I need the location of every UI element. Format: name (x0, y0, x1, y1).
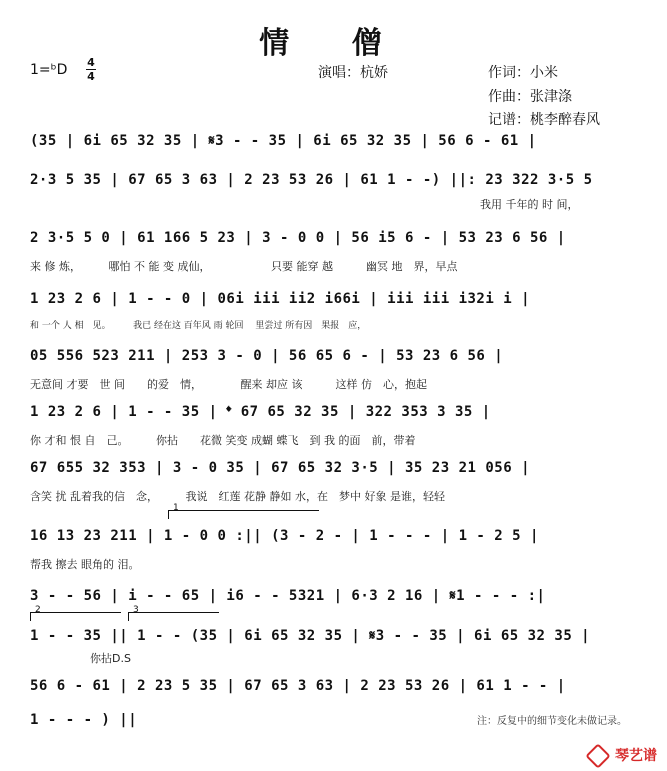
volta-second: 2 (30, 612, 121, 621)
time-signature (86, 57, 96, 82)
singer-credit: 演唱：杭娇 (318, 65, 388, 81)
time-signature-bottom: 4 (87, 70, 95, 83)
key-signature: 1=ᵇD (30, 62, 68, 78)
transcriber-credit: 记谱：桃李醉春风 (488, 112, 600, 128)
volta-first: 1 (168, 510, 319, 519)
score-row-12: 1 - - - ) || (30, 712, 138, 728)
lyrics-row-2: 我用 千年的 时 间， (480, 198, 579, 211)
lyricist-credit: 作词：小米 (488, 65, 558, 81)
volta-third: 3 (128, 612, 219, 621)
score-row-6: 1 23 2 6 | 1 - - 35 | 𝄌 67 65 32 35 | 322 353 3 35 | (30, 404, 491, 420)
score-row-9: 3 - - 56 | i - - 65 | i6 - - 5321 | 6·3 2 16 | 𝄋1 - - - :| (30, 588, 546, 604)
score-row-10: 1 - - 35 || 1 - - (35 | 6i 65 32 35 | 𝄋3 - - 35 | 6i 65 32 35 | (30, 628, 591, 644)
song-title: 情 僧 (259, 26, 408, 61)
lyrics-row-7: 含笑 扰 乱着我的信 念， 我说 红莲 花静 静如 水，在 梦中 好象 是谁，轻轻 (30, 490, 445, 503)
lyrics-row-8: 帮我 擦去 眼角的 泪。 (30, 558, 140, 571)
score-row-11: 56 6 - 61 | 2 23 5 35 | 67 65 3 63 | 2 23 53 26 | 61 1 - - | (30, 678, 566, 694)
score-row-8: 16 13 23 211 | 1 - 0 0 :|| (3 - 2 - | 1 - - - | 1 - 2 5 | (30, 528, 539, 544)
site-logo (589, 745, 657, 765)
score-row-2: 2·3 5 35 | 67 65 3 63 | 2 23 53 26 | 61 1 - -) ||: 23 322 3·5 5 (30, 172, 593, 188)
time-signature-top: 4 (87, 56, 95, 69)
score-row-5: 05 556 523 211 | 253 3 - 0 | 56 65 6 - | 53 23 6 56 | (30, 348, 504, 364)
lyrics-row-3: 来 修 炼， 哪怕 不 能 变 成仙， 只要 能穿 越 幽冥 地 界，早点 (30, 260, 458, 273)
score-row-1: (35 | 6i 65 32 35 | 𝄋3 - - 35 | 6i 65 32 35 | 56 6 - 61 | (30, 133, 537, 149)
lyrics-row-10: 你拈D.S (90, 652, 131, 665)
score-row-4: 1 23 2 6 | 1 - - 0 | 06i iii ii2 i66i | iii iii i32i i | (30, 291, 531, 307)
score-row-3: 2 3·5 5 0 | 61 166 5 23 | 3 - 0 0 | 56 i5 6 - | 53 23 6 56 | (30, 230, 566, 246)
lyrics-row-6: 你 才和 恨 自 己。 你拈 花微 笑变 成蝴 蝶飞 到 我 的面 前，带着 (30, 434, 416, 447)
logo-icon (585, 743, 610, 768)
lyrics-row-4: 和 一个 人 相 见。 我已 经在这 百年风 雨 轮回 里尝过 所有因 果报 应， (30, 321, 367, 331)
composer-credit: 作曲：张津涤 (488, 89, 572, 105)
lyrics-row-5: 无意间 才要 世 间 的爱 情， 醒来 却应 该 这样 仿 心，抱起 (30, 378, 427, 391)
logo-text: 琴艺谱 (615, 748, 657, 764)
score-row-7: 67 655 32 353 | 3 - 0 35 | 67 65 32 3·5 | 35 23 21 056 | (30, 460, 531, 476)
footnote: 注：反复中的细节变化未做记录。 (477, 716, 627, 727)
